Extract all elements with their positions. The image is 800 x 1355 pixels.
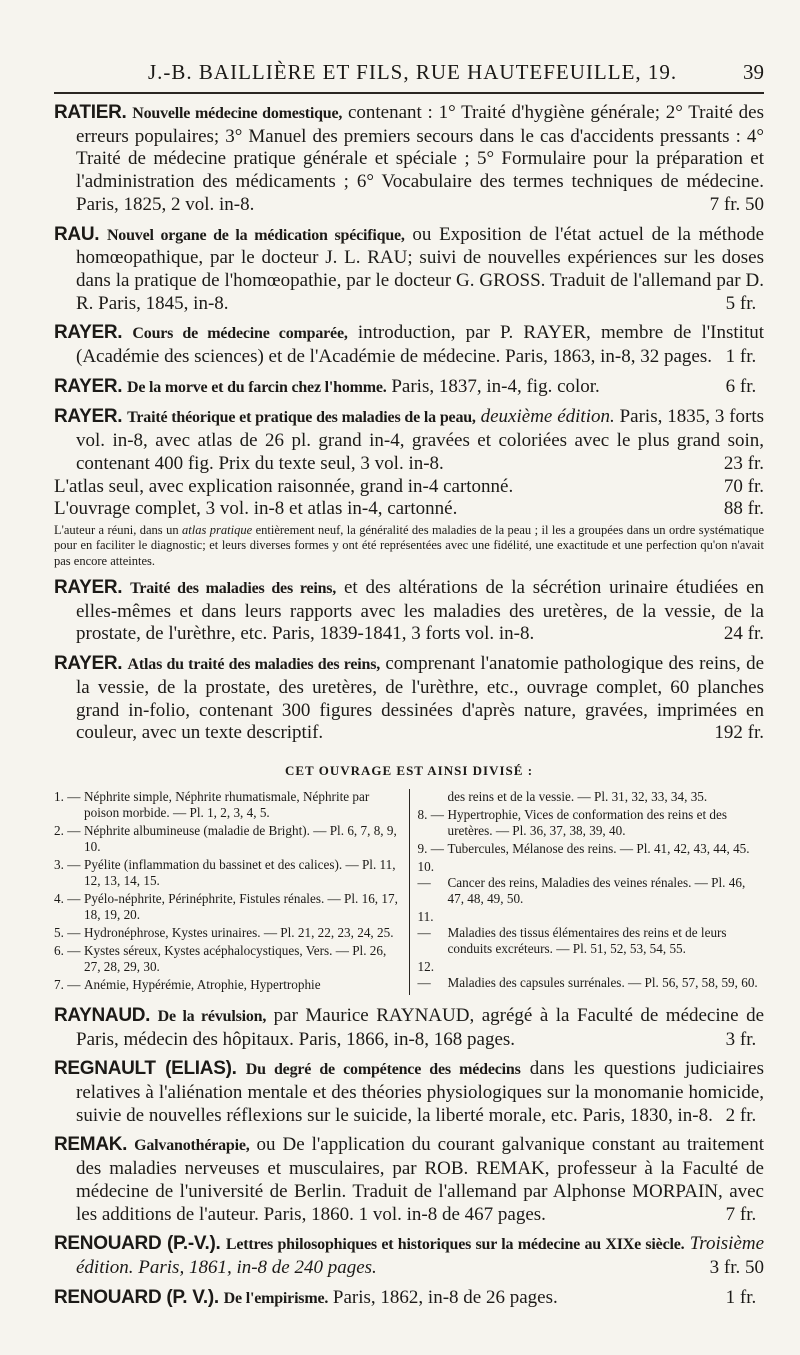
list-item (54, 977, 401, 993)
entry-title: Nouvel organe de la médication spécifique, (106, 226, 405, 244)
part-text: Hydronéphrose, Kystes urinaires. — Pl. 21, 22, 23, 24, 25. (84, 924, 394, 940)
catalog-entry (54, 322, 764, 368)
entry-price: 7 fr. 50 (709, 193, 764, 215)
catalog-entry (54, 376, 764, 400)
atlas-parts-right (410, 789, 765, 995)
sub-offer-text: L'atlas seul, avec explication raisonnée, grand in-4 cartonné. (54, 475, 514, 497)
note-italic: atlas pratique (182, 522, 253, 537)
catalog-entry (54, 1287, 764, 1311)
sub-offer-price: 70 fr. (723, 475, 764, 497)
entry-description: Paris, 1835, 3 forts vol. in-8, avec atlas de 26 pl. grand in-4, gravées et coloriées avec le plus grand soin, contenant 400 fig. Prix du texte seul, 3 vol. in-8. (76, 406, 764, 474)
entry-author: RAYER. (54, 375, 123, 397)
entry-author: RAYER. (54, 406, 123, 428)
running-title: J.-B. BAILLIÈRE ET FILS, RUE HAUTEFEUILLE, 19. (148, 60, 678, 84)
entry-title: De la morve et du farcin chez l'homme. (127, 378, 387, 396)
entry-price: 24 fr. (723, 623, 764, 645)
catalog-entry (54, 1005, 764, 1051)
entry-title: Cours de médecine comparée, (132, 325, 348, 343)
entry-title: Traité théorique et pratique des maladies de la peau, (127, 409, 476, 427)
entry-price: 23 fr. (723, 452, 764, 474)
sub-offer-text: L'ouvrage complet, 3 vol. in-8 et atlas in-4, cartonné. (54, 498, 458, 520)
part-text: Maladies des capsules surrénales. — Pl. 56, 57, 58, 59, 60. (447, 974, 758, 990)
part-text: Pyélite (inflammation du bassinet et des calices). — Pl. 11, 12, 13, 14, 15. (84, 856, 396, 888)
entry-author: RATIER. (54, 102, 127, 123)
list-item (418, 841, 765, 857)
catalog-entry (54, 1058, 764, 1127)
part-text: Cancer des reins, Maladies des veines rénales. — Pl. 46, 47, 48, 49, 50. (447, 874, 746, 906)
list-item (418, 807, 765, 839)
sub-offer-price: 88 fr. (723, 498, 764, 520)
list-item (54, 891, 401, 923)
part-number: 6. — (54, 942, 81, 958)
atlas-parts (54, 789, 764, 995)
list-item (54, 857, 401, 889)
part-text: Pyélo-néphrite, Périnéphrite, Fistules rénales. — Pl. 16, 17, 18, 19, 20. (84, 890, 398, 922)
entry-description: introduction, par P. RAYER, membre de l'Institut (Académie des sciences) et de l'Académie de médecine. Paris, 1863, in-8, 32 pages. (76, 322, 765, 368)
part-text: Kystes séreux, Kystes acéphalocystiques, Vers. — Pl. 26, 27, 28, 29, 30. (84, 942, 387, 974)
entry-title: Lettres philosophiques et historiques sur la médecine au XIXe siècle. (225, 1236, 685, 1254)
catalog-entry (54, 653, 764, 745)
part-number: 2. — (54, 822, 81, 838)
part-number: 4. — (54, 890, 81, 906)
list-item (418, 909, 765, 957)
entry-author: REMAK. (54, 1134, 128, 1156)
part-text: Maladies des tissus élémentaires des reins et de leurs conduits excréteurs. — Pl. 51, 52, 53, 54, 55. (447, 924, 727, 956)
entry-description: Paris, 1862, in-8 de 26 pages. (332, 1286, 558, 1308)
entry-description: Troisième édition. Paris, 1861, in-8 de 240 pages. (76, 1233, 765, 1278)
entry-description: contenant : 1° Traité d'hygiène générale; 2° Traité des erreurs populaires; 3° Manuel des premiers secours dans le cas d'accidents pressants : 4° Traité de médecine pratique générale et spéciale ; 5° Formulaire pour la préparation et l'administration des médicaments ; 6° Vocabulaire des termes techniques de médecine. Paris, 1825, 2 vol. in-8. (76, 102, 764, 215)
part-text: Tubercules, Mélanose des reins. — Pl. 41, 42, 43, 44, 45. (447, 840, 750, 856)
list-item (418, 789, 765, 805)
part-number: 3. — (54, 856, 81, 872)
note-text: L'auteur a réuni, dans un (54, 522, 179, 537)
entry-description: par Maurice RAYNAUD, agrégé à la Faculté de médecine de Paris, médecin des hôpitaux. Paris, 1866, in-8, 168 pages. (76, 1004, 765, 1050)
catalog-entry (54, 224, 764, 316)
list-item (418, 959, 765, 991)
page-number: 39 (743, 60, 764, 84)
part-number: 12. — (417, 958, 434, 990)
catalog-entry (54, 102, 764, 217)
catalog-entry-traite-peau (54, 406, 764, 520)
part-number: 9. — (417, 840, 444, 856)
part-number: 11. — (417, 908, 434, 940)
part-text: Hypertrophie, Vices de conformation des reins et des uretères. — Pl. 36, 37, 38, 39, 40. (447, 806, 727, 838)
part-number: 1. — (54, 788, 81, 804)
part-number: 8. — (417, 806, 444, 822)
entry-price: 5 fr. (725, 292, 757, 314)
author-note (54, 523, 764, 570)
entry-price: 3 fr. (725, 1028, 757, 1050)
entry-author: RAU. (54, 223, 100, 245)
entry-description: ou Exposition de l'état actuel de la méthode homœopathique, par le docteur J. L. RAU; suivi de nouvelles expériences sur les doses dans la pratique de l'homœopathie, par le docteur G. GROSS. Traduit de l'allemand par D. R. Paris, 1845, in-8. (76, 223, 765, 314)
catalog-entry (54, 577, 764, 646)
entry-title: De l'empirisme. (223, 1289, 329, 1307)
list-item (54, 789, 401, 821)
part-number: 10. — (417, 858, 434, 890)
note-text: entièrement neuf, la généralité des maladies de la peau ; il les a groupées dans un ordre systématique pour en faciliter le diagnostic; et leurs diverses formes y ont été représentées avec une fidélité, une exactitude et une perfection qu'on n'avait pas encore atteintes. (54, 522, 765, 568)
division-heading: CET OUVRAGE EST AINSI DIVISÉ : (284, 762, 534, 778)
entry-author: REGNAULT (ELIAS). (54, 1058, 237, 1080)
entry-price: 2 fr. (725, 1104, 757, 1126)
running-header (54, 58, 764, 94)
entry-author: RAYER. (54, 653, 123, 675)
entry-price: 1 fr. (725, 1286, 757, 1308)
entry-price: 7 fr. (725, 1203, 757, 1225)
part-text: Anémie, Hypérémie, Atrophie, Hypertrophie (84, 976, 321, 992)
entry-author: RENOUARD (P.-V.). (54, 1233, 221, 1255)
atlas-parts-left (54, 789, 410, 995)
entry-price: 6 fr. (725, 375, 757, 397)
entry-description: dans les questions judiciaires relatives à l'aliénation mentale et des théories physiologiques sur la monomanie homicide, suivie de nouvelles réflexions sur le suicide, la liberté morale, etc. Paris, 1830, in-8. (76, 1058, 765, 1126)
entry-author: RAYNAUD. (54, 1004, 151, 1026)
entry-author: RAYER. (54, 577, 123, 599)
entry-description: et des altérations de la sécrétion urinaire étudiées en elles-mêmes et dans leurs rapports avec les maladies des uretères, de la vessie, de la prostate, de l'urèthre, etc. Paris, 1839-1841, 3 forts vol. in-8. (76, 577, 765, 645)
entry-price: 192 fr. (714, 722, 764, 744)
entry-title: Galvanothérapie, (134, 1137, 250, 1155)
entry-price: 1 fr. (725, 346, 757, 368)
part-text: des reins et de la vessie. — Pl. 31, 32, 33, 34, 35. (447, 788, 708, 804)
part-text: Néphrite albumineuse (maladie de Bright). — Pl. 6, 7, 8, 9, 10. (84, 822, 397, 854)
entry-price: 3 fr. 50 (709, 1257, 764, 1278)
sub-offer (54, 476, 764, 499)
entry-title: Nouvelle médecine domestique, (132, 105, 343, 122)
entry-title: Du degré de compétence des médecins (245, 1061, 521, 1079)
list-item (54, 925, 401, 941)
catalog-entry (54, 1233, 764, 1279)
entry-description: comprenant l'anatomie pathologique des reins, de la vessie, de la prostate, des uretères, de l'urèthre, etc., ouvrage complet, 60 planches grand in-folio, contenant 300 figures dessinées d'après nature, gravées, imprimées en couleur, avec un texte descriptif. (76, 653, 764, 744)
entry-title: Traité des maladies des reins, (130, 580, 337, 598)
part-number: 7. — (54, 976, 81, 992)
list-item (418, 859, 765, 907)
sub-offer (54, 498, 764, 521)
entry-description: ou De l'application du courant galvanique constant au traitement des maladies nerveuses et musculaires, par ROB. REMAK, professeur à la Faculté de médecine de l'université de Berlin. Traduit de l'allemand par Alphonse MORPAIN, avec les additions de l'auteur. Paris, 1860. 1 vol. in-8 de 467 pages. (76, 1134, 765, 1225)
entry-edition: deuxième édition. (480, 406, 615, 428)
entry-description: Paris, 1837, in-4, fig. color. (391, 375, 600, 397)
part-text: Néphrite simple, Néphrite rhumatismale, Néphrite par poison morbide. — Pl. 1, 2, 3, 4, 5. (84, 788, 370, 820)
entry-title: De la révulsion, (157, 1007, 267, 1025)
list-item (54, 943, 401, 975)
list-item (54, 823, 401, 855)
part-number: 5. — (54, 924, 81, 940)
catalog-entry (54, 1134, 764, 1226)
entry-author: RAYER. (54, 322, 123, 344)
entry-author: RENOUARD (P. V.). (54, 1286, 219, 1308)
entry-title: Atlas du traité des maladies des reins, (127, 656, 381, 674)
